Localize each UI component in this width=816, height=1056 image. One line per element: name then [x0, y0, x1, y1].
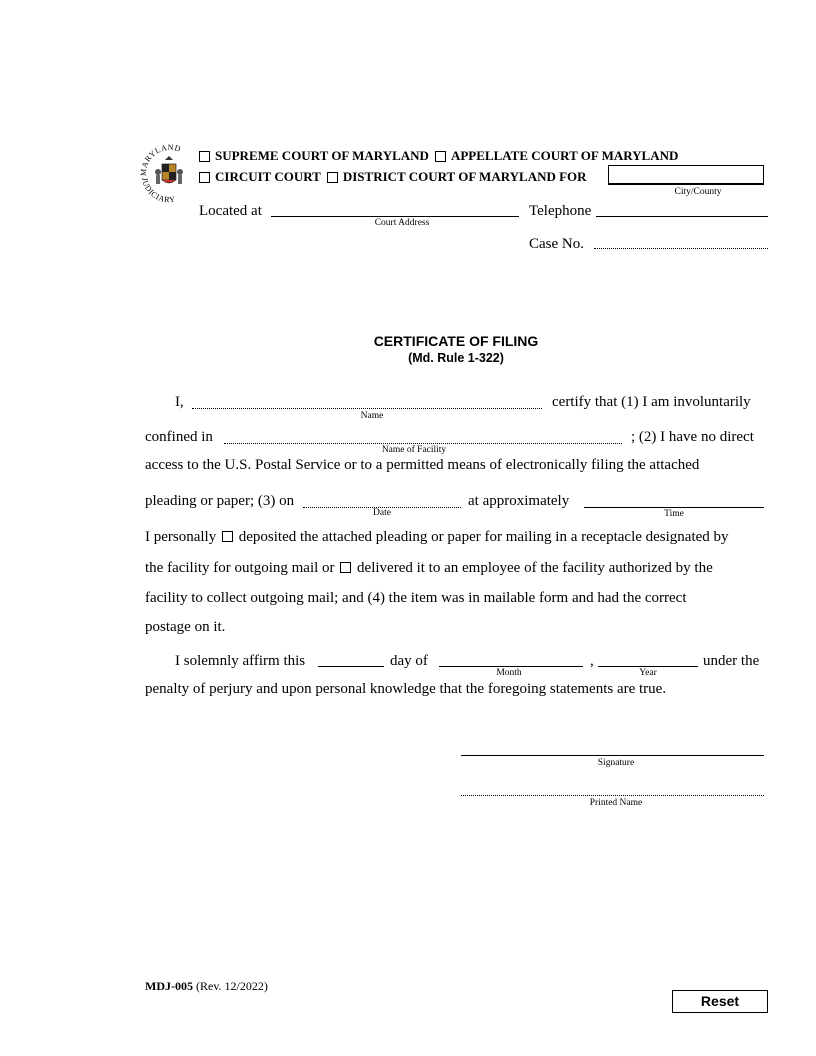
name-input[interactable] — [192, 408, 542, 409]
supreme-court-checkbox[interactable] — [199, 151, 210, 162]
telephone-input[interactable] — [596, 216, 768, 217]
body-confined-in: confined in — [145, 429, 213, 445]
appellate-court-label: APPELLATE COURT OF MARYLAND — [450, 148, 679, 163]
page-title: CERTIFICATE OF FILING — [373, 333, 539, 349]
body-line-personally — [145, 529, 729, 546]
court-line-2 — [199, 169, 587, 185]
form-revision: (Rev. 12/2022) — [196, 979, 268, 993]
body-access: access to the U.S. Postal Service or to a permitted means of electronically filing the attached — [145, 457, 700, 473]
reset-button[interactable]: Reset — [672, 990, 768, 1013]
signature-caption: Signature — [597, 758, 635, 768]
circuit-court-label: CIRCUIT COURT — [215, 169, 321, 184]
year-input[interactable] — [598, 666, 698, 667]
city-county-caption: City/County — [674, 187, 722, 197]
name-caption: Name — [360, 411, 384, 421]
city-county-underline — [608, 183, 764, 184]
body-i: I, — [175, 394, 184, 410]
telephone-label: Telephone — [529, 203, 592, 219]
body-line-outgoing — [145, 560, 713, 577]
located-at-label: Located at — [199, 203, 262, 219]
city-county-input[interactable] — [608, 165, 764, 185]
body-under-the: under the — [703, 653, 760, 669]
body-day-of: day of — [390, 653, 428, 669]
month-input[interactable] — [439, 666, 583, 667]
court-line-1 — [199, 148, 678, 164]
court-address-input[interactable] — [271, 216, 519, 217]
printed-name-input[interactable] — [461, 795, 764, 796]
seal-bottom-text: JUDICIARY — [139, 176, 176, 204]
body-certify: certify that (1) I am involuntarily — [552, 394, 751, 410]
district-court-label: DISTRICT COURT OF MARYLAND FOR — [342, 169, 587, 184]
form-id: MDJ-005 — [145, 979, 193, 993]
maryland-judiciary-seal — [138, 142, 200, 204]
body-facility-collect: facility to collect outgoing mail; and (4) the item was in mailable form and had the correct — [145, 590, 687, 606]
body-deposited: deposited the attached pleading or paper for mailing in a receptacle designated by — [238, 529, 729, 545]
facility-caption: Name of Facility — [381, 445, 447, 455]
printed-name-caption: Printed Name — [589, 798, 643, 808]
circuit-court-checkbox[interactable] — [199, 172, 210, 183]
body-personally: I personally — [145, 529, 217, 545]
body-postage: postage on it. — [145, 619, 226, 635]
court-address-caption: Court Address — [374, 218, 430, 228]
supreme-court-label: SUPREME COURT OF MARYLAND — [215, 148, 429, 163]
body-delivered: delivered it to an employee of the facility authorized by the — [357, 560, 713, 576]
case-no-input[interactable] — [594, 248, 768, 249]
body-pleading: pleading or paper; (3) on — [145, 493, 295, 509]
body-affirm: I solemnly affirm this — [175, 653, 306, 669]
year-caption: Year — [639, 668, 657, 678]
body-outgoing-mail-or: the facility for outgoing mail or — [145, 560, 335, 576]
form-id-line — [145, 979, 268, 994]
month-caption: Month — [496, 668, 522, 678]
body-comma: , — [590, 653, 594, 669]
page-subtitle: (Md. Rule 1-322) — [408, 351, 504, 365]
body-approx: at approximately — [468, 493, 570, 509]
date-caption: Date — [373, 508, 391, 518]
seal-top-text: MARYLAND — [138, 142, 183, 177]
body-no-direct: ; (2) I have no direct — [631, 429, 754, 445]
day-input[interactable] — [318, 666, 384, 667]
delivered-checkbox[interactable] — [340, 562, 351, 573]
district-court-checkbox[interactable] — [327, 172, 338, 183]
seal-icon — [138, 142, 200, 204]
signature-input[interactable] — [461, 755, 764, 756]
seal-emblem — [155, 156, 183, 184]
case-no-label: Case No. — [529, 236, 584, 252]
time-input[interactable] — [584, 507, 764, 508]
deposited-checkbox[interactable] — [222, 531, 233, 542]
appellate-court-checkbox[interactable] — [435, 151, 446, 162]
time-caption: Time — [664, 509, 684, 519]
body-penalty: penalty of perjury and upon personal knowledge that the foregoing statements are true. — [145, 681, 667, 697]
facility-input[interactable] — [224, 443, 622, 444]
